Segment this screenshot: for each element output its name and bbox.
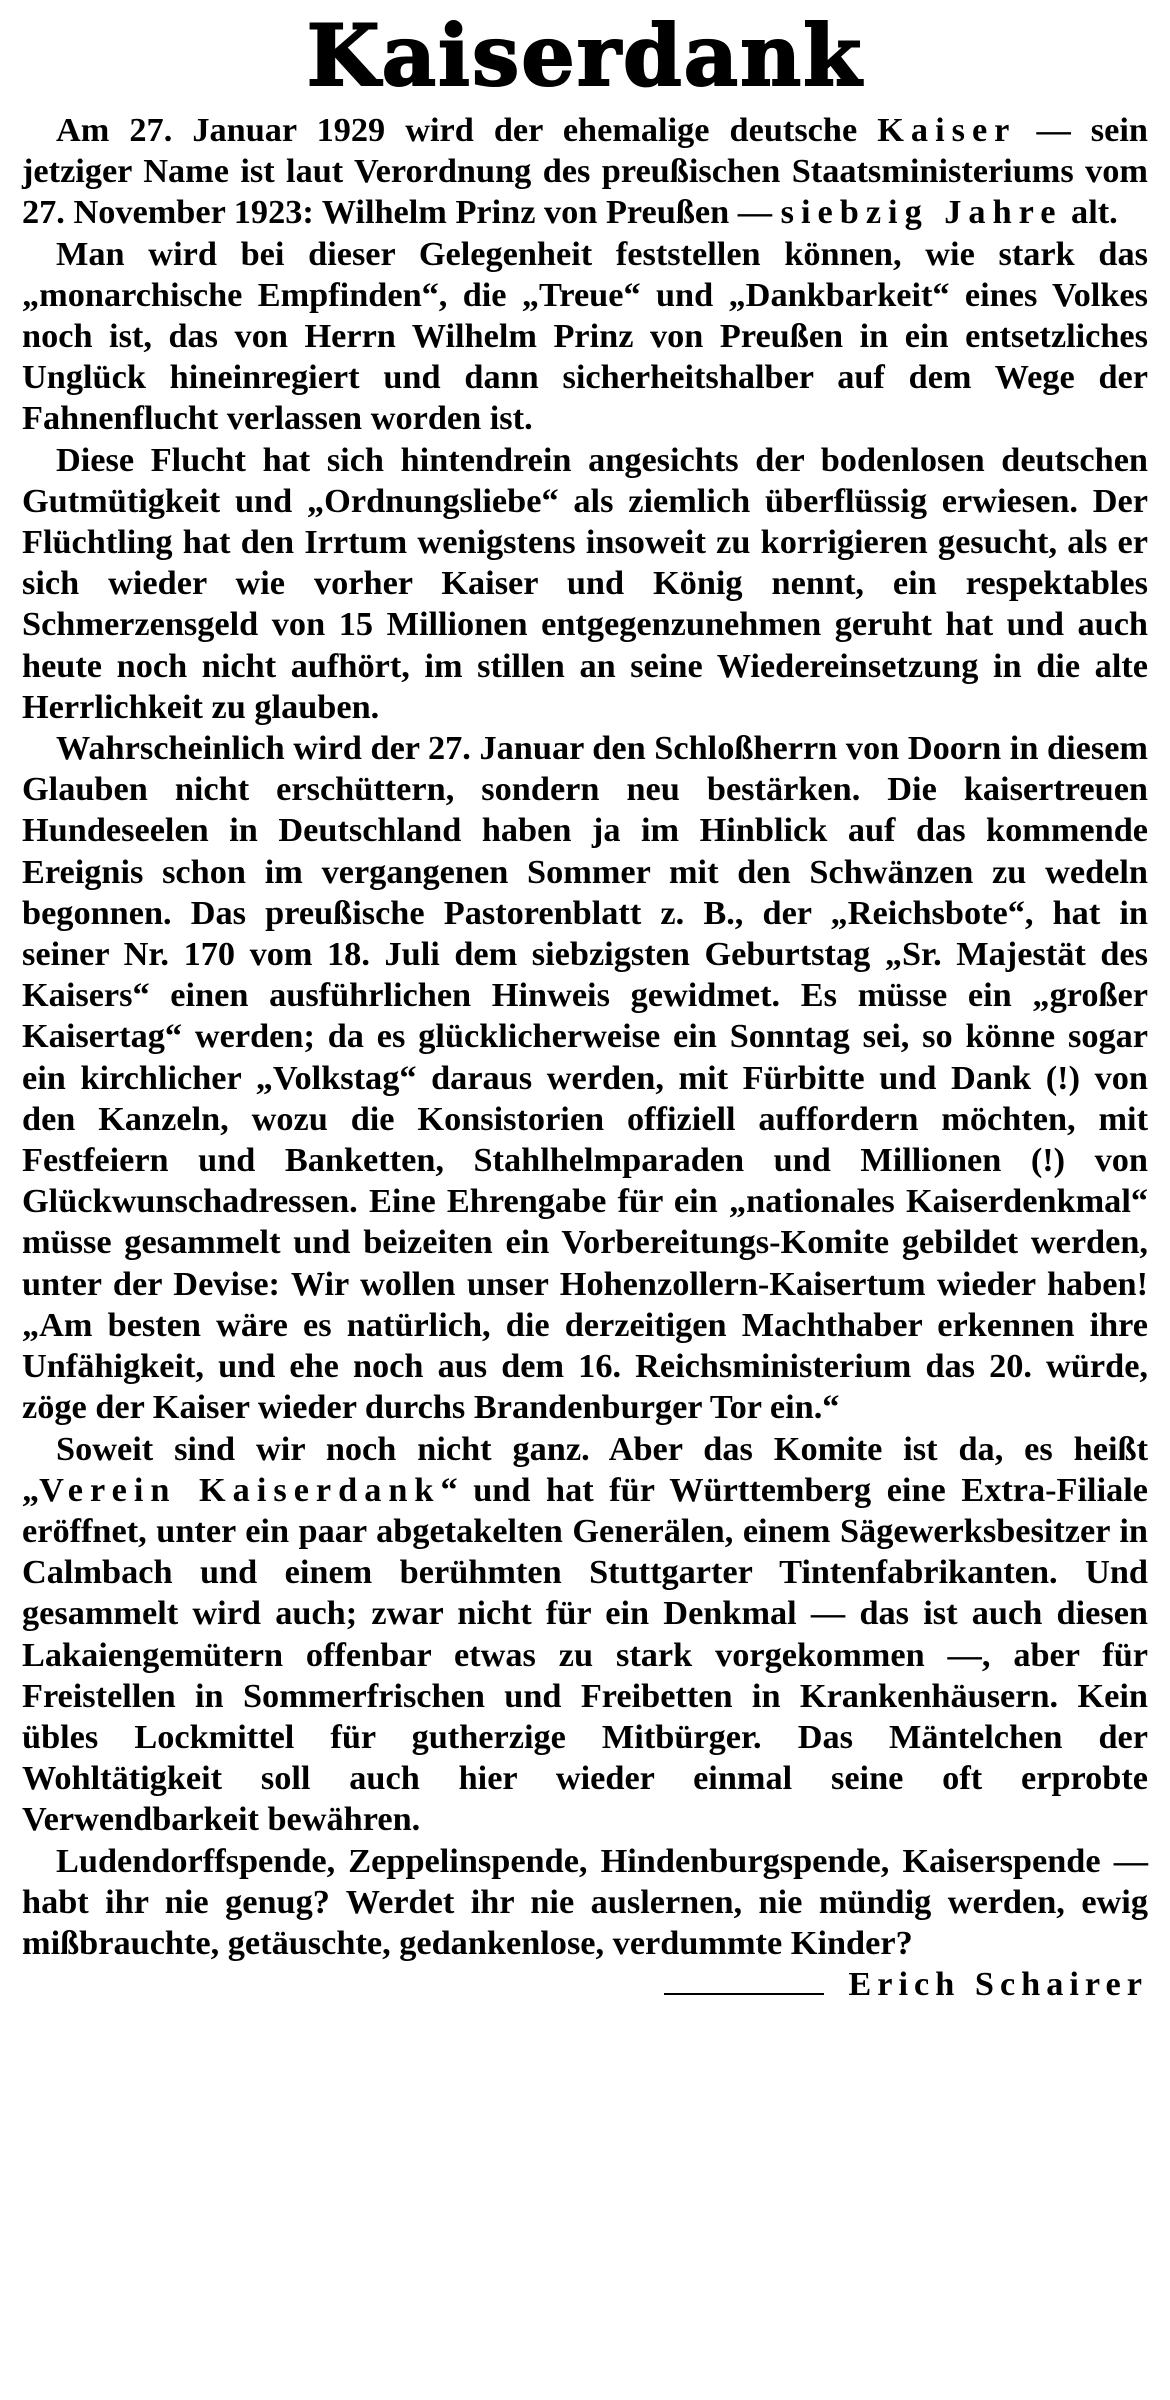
- spaced-word-kaiser: Kaiser: [877, 111, 1017, 149]
- paragraph-3: Diese Flucht hat sich hintendrein angesichts der bodenlosen deutschen Gutmütigkeit und „Ordnungsliebe“ als ziemlich überflüssig erwiesen. Der Flüchtling hat den Irrtum wenigstens insoweit zu korrigieren gesucht, als er sich wieder wie vorher Kaiser und König nennt, ein respektables Schmerzensgeld von 15 Millionen entgegenzunehmen geruht hat und auch heute noch nicht aufhört, im stillen an seine Wiedereinsetzung in die alte Herrlichkeit zu glauben.: [22, 440, 1148, 726]
- paragraph-1-part-b: — sein jetziger Name ist laut Verordnung des preußischen Staatsministeriums vom 27. November 1923: Wilhelm Prinz von Preußen —: [22, 111, 1148, 232]
- paragraph-6: Ludendorffspende, Zeppelinspende, Hindenburgspende, Kaiserspende — habt ihr nie genug? Werdet ihr nie auslernen, nie mündig werden, ewig mißbrauchte, getäuschte, gedankenlose, verdummte Kinder?: [22, 1841, 1148, 1962]
- author-signature: Erich Schairer: [848, 1965, 1148, 2004]
- paragraph-5-part-a: Soweit sind wir noch nicht ganz. Aber das Komite ist da, es heißt „: [22, 1429, 1148, 1509]
- article-body: [22, 110, 1148, 2005]
- paragraph-5: [22, 1429, 1148, 1841]
- paragraph-4: Wahrscheinlich wird der 27. Januar den Schloßherrn von Doorn in diesem Glauben nicht erschüttern, sondern neu bestärken. Die kaisertreuen Hundeseelen in Deutschland haben ja im Hinblick auf das kommende Ereignis schon im vergangenen Sommer mit den Schwänzen zu wedeln begonnen. Das preußische Pastorenblatt z. B., der „Reichsbote“, hat in seiner Nr. 170 vom 18. Juli dem siebzigsten Geburtstag „Sr. Majestät des Kaisers“ einen ausführlichen Hinweis gewidmet. Es müsse ein „großer Kaisertag“ werden; da es glücklicherweise ein Sonntag sei, so könne sogar ein kirchlicher „Volkstag“ daraus werden, mit Fürbitte und Dank (!) von den Kanzeln, wozu die Konsistorien offiziell auffordern möchten, mit Festfeiern und Banketten, Stahlhelmparaden und Millionen (!) von Glückwunschadressen. Eine Ehrengabe für ein „nationales Kaiserdenkmal“ müsse gesammelt und beizeiten ein Vorbereitungs-Komite gebildet werden, unter der Devise: Wir wollen unser Hohenzollern-Kaisertum wieder haben! „Am besten wäre es natürlich, die derzeitigen Machthaber erkennen ihre Unfähigkeit, und ehe noch aus dem 16. Reichsministerium das 20. würde, zöge der Kaiser wieder durchs Brandenburger Tor ein.“: [22, 729, 1148, 1427]
- paragraph-5-part-b: “ und hat für Württemberg eine Extra-Filiale eröffnet, unter ein paar abgetakelten Generälen, einem Sägewerksbesitzer in Calmbach und einem berühmten Stuttgarter Tintenfabrikanten. Und gesammelt wird auch; zwar nicht für ein Denkmal — das ist auch diesen Lakaiengemütern offenbar etwas zu stark vorgekommen —, aber für Freistellen in Sommerfrischen und Freibetten in Krankenhäusern. Kein übles Lockmittel für gutherzige Mitbürger. Das Mäntelchen der Wohltätigkeit soll auch hier wieder einmal seine oft erprobte Verwendbarkeit bewähren.: [22, 1470, 1148, 1839]
- spaced-words-age: siebzig Jahre: [780, 193, 1063, 232]
- paragraph-2: Man wird bei dieser Gelegenheit feststellen können, wie stark das „monarchische Empfinden“, die „Treue“ und „Dankbarkeit“ eines Volkes noch ist, das von Herrn Wilhelm Prinz von Preußen in ein entsetzliches Unglück hineinregiert und dann sicherheitshalber auf dem Wege der Fahnenflucht verlassen worden ist.: [22, 234, 1148, 438]
- signature-rule: [664, 1993, 824, 1995]
- spaced-words-verein: Verein Kaiserdank: [39, 1470, 441, 1509]
- signature-row: [22, 1964, 1148, 2005]
- article-title: Kaiserdank: [306, 6, 864, 105]
- paragraph-1: [22, 110, 1148, 234]
- paragraph-1-part-c: alt.: [1062, 193, 1118, 232]
- paragraph-1-part-a: Am 27. Januar 1929 wird der ehemalige deutsche: [56, 111, 878, 149]
